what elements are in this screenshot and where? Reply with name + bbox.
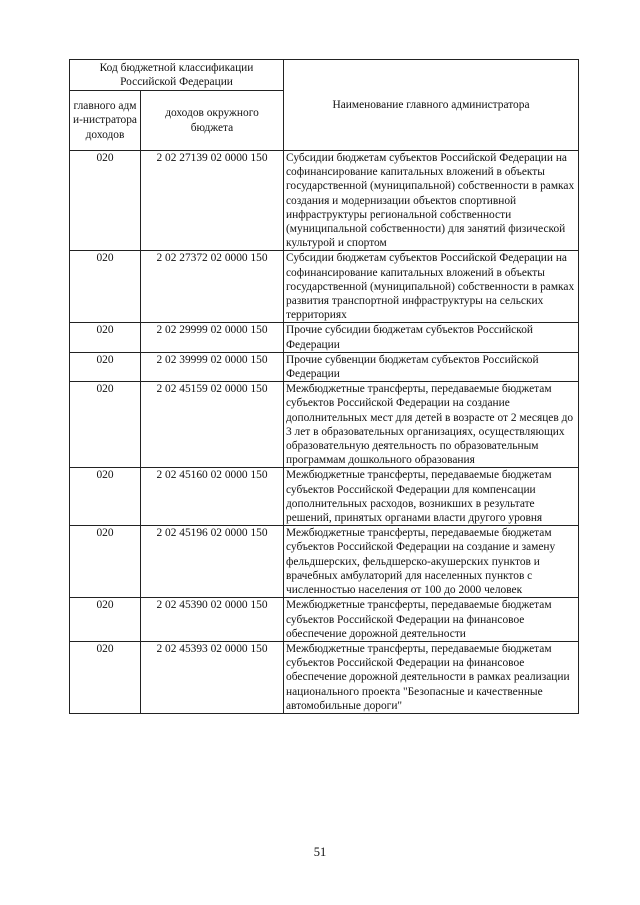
admin-code-cell: 020 bbox=[70, 382, 141, 468]
admin-code-cell: 020 bbox=[70, 526, 141, 598]
admin-code-cell: 020 bbox=[70, 641, 141, 713]
table-row bbox=[70, 151, 579, 251]
admin-code-cell: 020 bbox=[70, 598, 141, 642]
income-code-cell: 2 02 27139 02 0000 150 bbox=[141, 151, 284, 251]
table-row bbox=[70, 526, 579, 598]
income-code-cell: 2 02 27372 02 0000 150 bbox=[141, 251, 284, 323]
admin-code-cell: 020 bbox=[70, 151, 141, 251]
admin-name-cell: Межбюджетные трансферты, передаваемые бюджетам субъектов Российской Федерации на финансовое обеспечение дорожной деятельности в рамках реализации национального проекта "Безопасные и качественные автомобильные дороги" bbox=[284, 641, 579, 713]
page-number: 51 bbox=[313, 845, 327, 859]
admin-name-cell: Межбюджетные трансферты, передаваемые бюджетам субъектов Российской Федерации на создание дополнительных мест для детей в возрасте от 2 месяцев до 3 лет в образовательных организациях, осуществляющих образовательную деятельность по образовательным программам дошкольного образования bbox=[284, 382, 579, 468]
income-code-cell: 2 02 29999 02 0000 150 bbox=[141, 323, 284, 352]
income-code-cell: 2 02 45393 02 0000 150 bbox=[141, 641, 284, 713]
header-admin-code: главного адми-нистратора доходов bbox=[70, 91, 141, 151]
admin-name-cell: Межбюджетные трансферты, передаваемые бюджетам субъектов Российской Федерации для компенсации дополнительных расходов, возникших в результате решений, принятых органами власти другого уровня bbox=[284, 468, 579, 526]
table-row bbox=[70, 323, 579, 352]
table-row bbox=[70, 598, 579, 642]
header-admin-name: Наименование главного администратора bbox=[284, 60, 579, 151]
admin-code-cell: 020 bbox=[70, 323, 141, 352]
table-row bbox=[70, 382, 579, 468]
header-income-code: доходов окружного бюджета bbox=[141, 91, 284, 151]
table-row bbox=[70, 251, 579, 323]
income-code-cell: 2 02 45160 02 0000 150 bbox=[141, 468, 284, 526]
admin-name-cell: Субсидии бюджетам субъектов Российской Федерации на софинансирование капитальных вложений в объекты государственной (муниципальной) собственности в рамках создания и модернизации объектов спортивной инфраструктуры региональной собственности (муниципальной собственности) для занятий физической культурой и спортом bbox=[284, 151, 579, 251]
table-row bbox=[70, 468, 579, 526]
income-code-cell: 2 02 39999 02 0000 150 bbox=[141, 352, 284, 381]
header-group-title: Код бюджетной классификации Российской Федерации bbox=[70, 60, 284, 91]
admin-code-cell: 020 bbox=[70, 468, 141, 526]
admin-name-cell: Субсидии бюджетам субъектов Российской Федерации на софинансирование капитальных вложений в объекты государственной (муниципальной) собственности в рамках развития транспортной инфраструктуры на сельских территориях bbox=[284, 251, 579, 323]
table-row bbox=[70, 352, 579, 381]
budget-classification-table bbox=[69, 59, 579, 714]
admin-name-cell: Межбюджетные трансферты, передаваемые бюджетам субъектов Российской Федерации на создание и замену фельдшерских, фельдшерско-акушерских пунктов и врачебных амбулаторий для населенных пунктов с численностью населения от 100 до 2000 человек bbox=[284, 526, 579, 598]
table-row bbox=[70, 641, 579, 713]
income-code-cell: 2 02 45390 02 0000 150 bbox=[141, 598, 284, 642]
admin-name-cell: Прочие субсидии бюджетам субъектов Российской Федерации bbox=[284, 323, 579, 352]
admin-code-cell: 020 bbox=[70, 352, 141, 381]
income-code-cell: 2 02 45196 02 0000 150 bbox=[141, 526, 284, 598]
admin-code-cell: 020 bbox=[70, 251, 141, 323]
admin-name-cell: Прочие субвенции бюджетам субъектов Российской Федерации bbox=[284, 352, 579, 381]
income-code-cell: 2 02 45159 02 0000 150 bbox=[141, 382, 284, 468]
admin-name-cell: Межбюджетные трансферты, передаваемые бюджетам субъектов Российской Федерации на финансовое обеспечение дорожной деятельности bbox=[284, 598, 579, 642]
